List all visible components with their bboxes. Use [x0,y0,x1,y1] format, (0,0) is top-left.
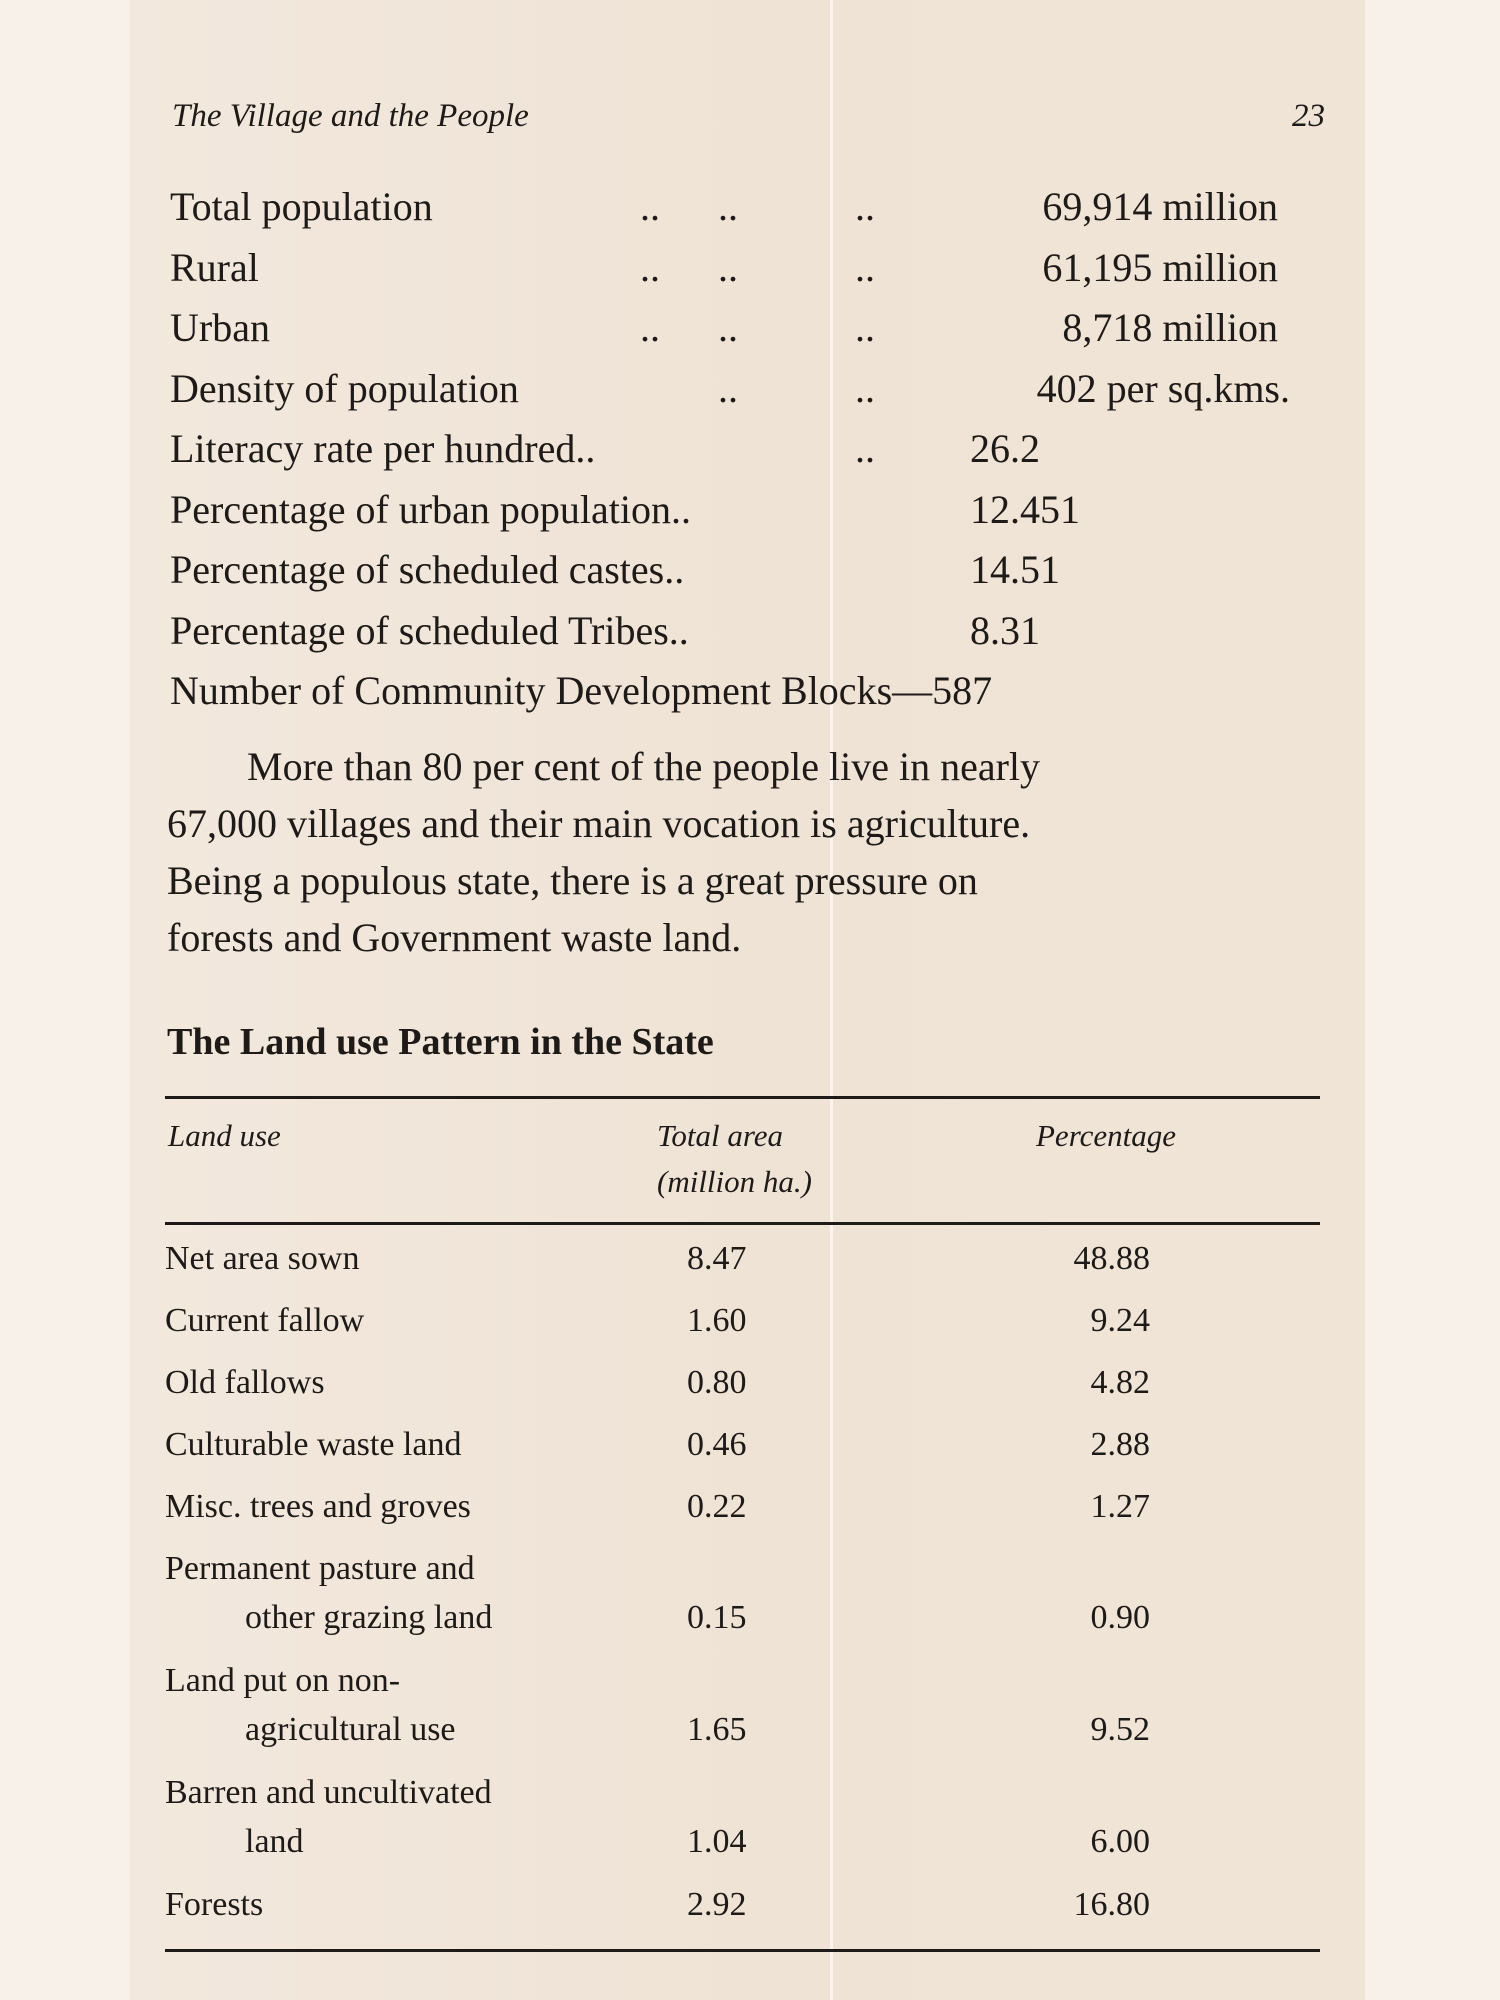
stat-value: 69,914 million [1042,184,1278,229]
total-area-cell: 0.80 [687,1364,747,1401]
table-header-rule [165,1222,1320,1225]
land-use-label: Forests [165,1886,264,1923]
leader-dots: .. [718,184,738,229]
stat-label: Total population [170,184,433,229]
total-area-cell: 1.60 [687,1302,747,1339]
total-area-cell: 0.15 [687,1599,747,1636]
running-title: The Village and the People [172,98,529,134]
header-land-use: Land use [168,1118,281,1153]
stat-value: 14.51 [970,547,1060,592]
table-bottom-rule [165,1949,1320,1952]
page-number: 23 [1292,98,1325,134]
stat-value: 26.2 [970,426,1040,471]
land-use-label: land [245,1823,304,1860]
total-area-cell: 0.46 [687,1426,747,1463]
percentage-cell: 9.52 [1090,1711,1150,1748]
leader-dots: .. [855,426,875,471]
header-percentage: Percentage [1036,1118,1176,1153]
percentage-cell: 1.27 [1090,1488,1150,1525]
stat-value: 8.31 [970,607,1040,653]
percentage-cell: 48.88 [1073,1240,1150,1277]
total-area-cell: 0.22 [687,1488,747,1525]
leader-dots: .. [640,184,660,229]
stat-label: Number of Community Development Blocks—587 [170,668,993,713]
land-use-label: Current fallow [165,1302,365,1339]
land-use-label: Old fallows [165,1364,325,1401]
land-use-label: Permanent pasture and [165,1550,475,1587]
paragraph-line: More than 80 per cent of the people live in nearly [167,744,1041,789]
header-total-area-unit: (million ha.) [657,1164,812,1199]
table-title: The Land use Pattern in the State [167,1021,714,1063]
leader-dots: .. [640,305,660,350]
stat-label: Percentage of scheduled Tribes.. [170,607,689,653]
stat-label: Urban [170,305,270,350]
stat-value: 402 per sq.kms. [1036,365,1290,411]
table-top-rule [165,1096,1320,1099]
leader-dots: .. [855,184,875,229]
stat-value: 8,718 million [1062,305,1278,350]
leader-dots: .. [855,305,875,350]
total-area-cell: 8.47 [687,1240,747,1277]
leader-dots: .. [718,305,738,350]
percentage-cell: 6.00 [1090,1823,1150,1860]
stat-value: 61,195 million [1042,244,1278,290]
land-use-label: Net area sown [165,1240,360,1277]
stat-value: 12.451 [970,486,1080,532]
land-use-label: Land put on non- [165,1662,401,1699]
header-total-area: Total area [657,1118,784,1153]
percentage-cell: 4.82 [1090,1364,1150,1401]
percentage-cell: 16.80 [1073,1886,1150,1923]
paragraph-line: 67,000 villages and their main vocation is agriculture. [167,801,1031,846]
stat-label: Percentage of urban population.. [170,486,691,532]
leader-dots: .. [855,365,875,411]
land-use-label: Culturable waste land [165,1426,462,1463]
stat-label: Percentage of scheduled castes.. [170,547,685,592]
paragraph-line: Being a populous state, there is a great pressure on [167,858,978,903]
body-paragraph [167,738,1322,966]
book-page [130,0,1365,2000]
total-area-cell: 2.92 [687,1886,747,1923]
stat-label: Rural [170,244,259,290]
percentage-cell: 9.24 [1090,1302,1150,1339]
leader-dots: .. [855,244,875,290]
stat-label: Density of population [170,365,519,411]
land-use-label: other grazing land [245,1599,493,1636]
land-use-label: Barren and uncultivated [165,1774,492,1811]
total-area-cell: 1.04 [687,1823,747,1860]
total-area-cell: 1.65 [687,1711,747,1748]
paragraph-line: forests and Government waste land. [167,915,742,960]
stat-label: Literacy rate per hundred.. [170,426,596,471]
leader-dots: .. [718,365,738,411]
land-use-label: agricultural use [245,1711,456,1748]
percentage-cell: 2.88 [1090,1426,1150,1463]
leader-dots: .. [640,244,660,290]
page-fold [830,0,833,2000]
leader-dots: .. [718,244,738,290]
land-use-label: Misc. trees and groves [165,1488,471,1525]
percentage-cell: 0.90 [1090,1599,1150,1636]
